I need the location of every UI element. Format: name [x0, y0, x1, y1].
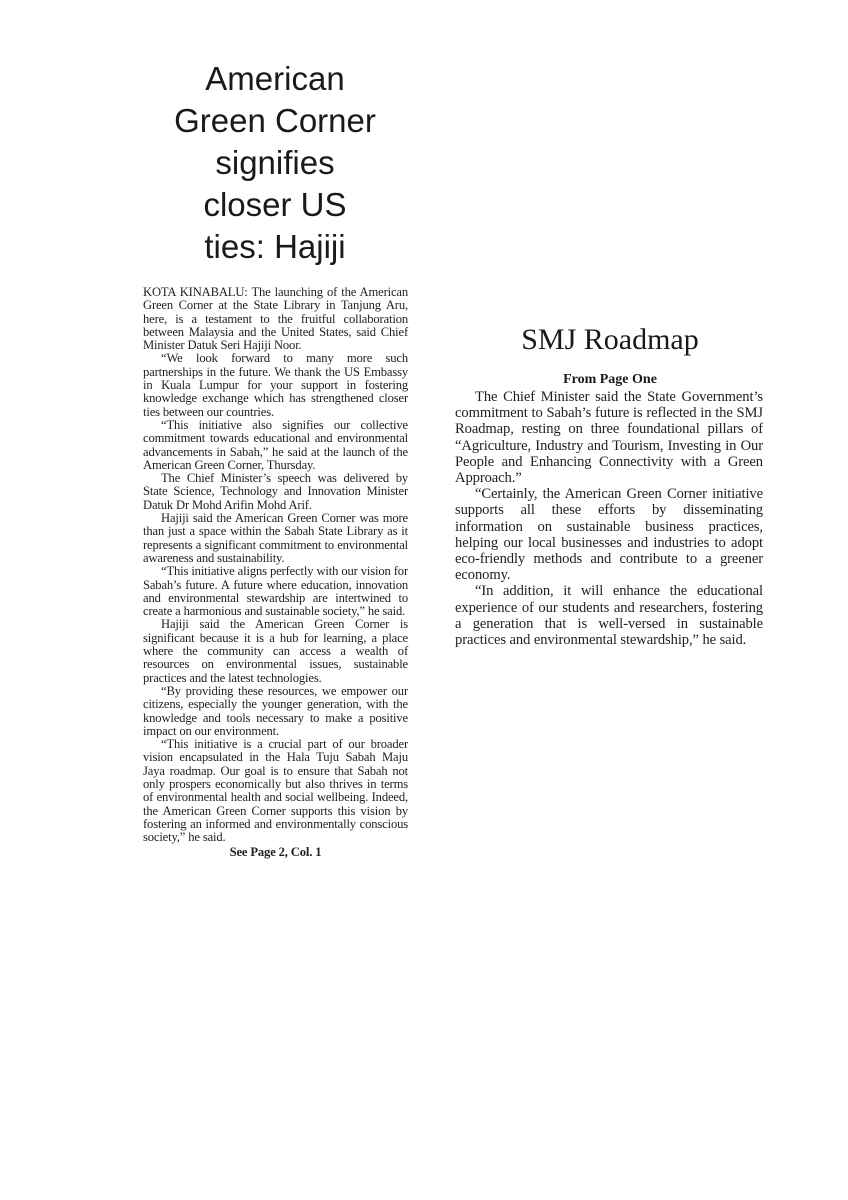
headline-line: American	[205, 60, 345, 97]
article-paragraph: KOTA KINABALU: The launching of the American Green Corner at the State Library in Tanjung Aru, here, is a testament to the fruitful collaboration between Malaysia and the United States, said Chief Minister Datuk Seri Hajiji Noor.	[143, 285, 408, 353]
article-paragraph: “This initiative is a crucial part of our broader vision encapsulated in the Hala Tuju Sabah Maju Jaya roadmap. Our goal is to ensure that Sabah not only prospers economically but also thrives in terms of environmental health and social wellbeing. Indeed, the American Green Corner supports this vision by fostering an informed and environmentally conscious society,” he said.	[143, 737, 408, 845]
headline-line: Green Corner	[174, 102, 376, 139]
article-paragraph: “By providing these resources, we empower our citizens, especially the younger generation, with the knowledge and tools necessary to make a positive impact on our environment.	[143, 683, 408, 738]
headline-line: closer US	[203, 186, 347, 223]
article-body	[143, 286, 408, 860]
article-headline	[140, 58, 410, 268]
continuation-title: SMJ Roadmap	[521, 323, 699, 356]
jump-line: See Page 2, Col. 1	[229, 845, 322, 860]
headline-line: signifies	[215, 144, 335, 181]
headline-line: ties: Hajiji	[204, 228, 346, 265]
continuation-paragraph: “Certainly, the American Green Corner initiative supports all these efforts by disseminating information on sustainable business practices, helping our local businesses and industries to adopt eco-friendly methods and contribute to a greener economy.	[455, 486, 763, 584]
continuation-paragraph: The Chief Minister said the State Government’s commitment to Sabah’s future is reflected in the SMJ Roadmap, resting on three foundational pillars of “Agriculture, Industry and Tourism, Investing in Our People and Enhancing Connectivity with a Green Approach.”	[455, 389, 763, 487]
article-paragraph: “We look forward to many more such partnerships in the future. We thank the US Embassy in Kuala Lumpur for your support in fostering knowledge exchange which has strengthened closer ties between our countries.	[143, 351, 408, 419]
article-paragraph: “This initiative aligns perfectly with our vision for Sabah’s future. A future where education, innovation and environmental stewardship are intertwined to create a harmonious and sustainable society,” he said.	[143, 564, 408, 619]
article-paragraph: Hajiji said the American Green Corner was more than just a space within the Sabah State Library as it represents a significant commitment to environmental awareness and sustainability.	[143, 511, 408, 565]
article-paragraph: Hajiji said the American Green Corner is significant because it is a hub for learning, a place where the community can access a wealth of resources on environmental issues, sustainable practices and the latest technologies.	[143, 617, 408, 685]
continuation-paragraph: “In addition, it will enhance the educational experience of our students and researchers, fostering a generation that is well-versed in sustainable practices and environmental stewardship,” he said.	[455, 583, 763, 649]
from-page-label: From Page One	[563, 372, 657, 387]
article-paragraph: “This initiative also signifies our collective commitment towards educational and environmental advancements in Sabah,” he said at the launch of the American Green Corner, Thursday.	[143, 417, 408, 472]
continuation-body	[455, 389, 763, 648]
article-paragraph: The Chief Minister’s speech was delivered by State Science, Technology and Innovation Minister Datuk Dr Mohd Arifin Mohd Arif.	[143, 471, 408, 512]
